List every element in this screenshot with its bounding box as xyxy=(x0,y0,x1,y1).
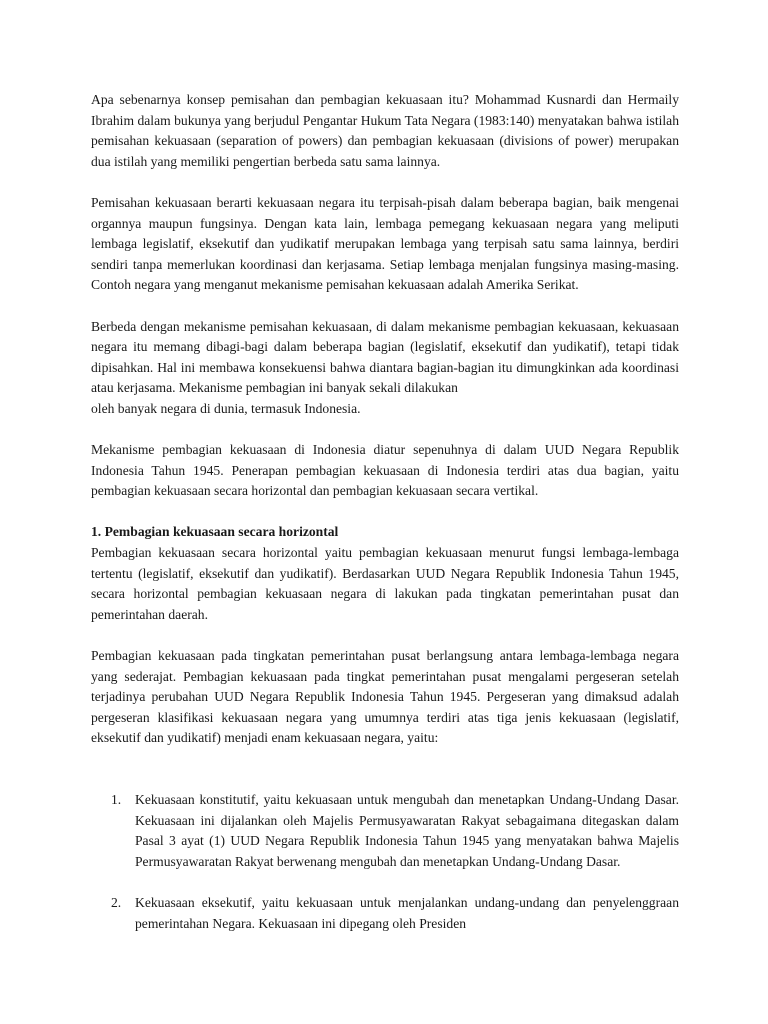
section-horizontal xyxy=(91,522,679,625)
list-item-number: 1. xyxy=(111,792,122,807)
list-item-text: Kekuasaan konstitutif, yaitu kekuasaan untuk mengubah dan menetapkan Undang-Undang Dasar. Kekuasaan ini dijalankan oleh Majelis Permusyawaratan Rakyat sebagaimana ditegaskan dalam Pasal 3 ayat (1) UUD Negara Republik Indonesia Tahun 1945 yang menyatakan bahwa Majelis Permusyawaratan Rakyat berwenang mengubah dan menetapkan Undang-Undang Dasar. xyxy=(135,792,679,869)
paragraph-4: Mekanisme pembagian kekuasaan di Indonesia diatur sepenuhnya di dalam UUD Negara Republik Indonesia Tahun 1945. Penerapan pembagian kekuasaan di Indonesia terdiri atas dua bagian, yaitu pembagian kekuasaan secara horizontal dan pembagian kekuasaan secara vertikal. xyxy=(91,442,679,499)
paragraph-3-main: Berbeda dengan mekanisme pemisahan kekuasaan, di dalam mekanisme pembagian kekuasaan, kekuasaan negara itu memang dibagi-bagi dalam beberapa bagian (legislatif, eksekutif dan yudikatif), tetapi tidak dipisahkan. Hal ini membawa konsekuensi bahwa diantara bagian-bagian itu dimungkinkan ada koordinasi atau kerjasama. Mekanisme pembagian ini banyak sekali dilakukan xyxy=(91,318,679,396)
paragraph-1: Apa sebenarnya konsep pemisahan dan pembagian kekuasaan itu? Mohammad Kusnardi dan Hermaily Ibrahim dalam bukunya yang berjudul Pengantar Hukum Tata Negara (1983:140) menyatakan bahwa istilah pemisahan kekuasaan (separation of powers) dan pembagian kekuasaan (divisions of power) merupakan dua istilah yang memiliki pengertian berbeda satu sama lainnya. xyxy=(91,92,679,169)
paragraph-2: Pemisahan kekuasaan berarti kekuasaan negara itu terpisah-pisah dalam beberapa bagian, baik mengenai organnya maupun fungsinya. Dengan kata lain, lembaga pemegang kekuasaan negara yang meliputi lembaga legislatif, eksekutif dan yudikatif merupakan lembaga yang terpisah satu sama lainnya, berdiri sendiri tanpa memerlukan koordinasi dan kerjasama. Setiap lembaga menjalan fungsinya masing-masing. Contoh negara yang menganut mekanisme pemisahan kekuasaan adalah Amerika Serikat. xyxy=(91,194,679,293)
list-item xyxy=(91,893,679,934)
document-page xyxy=(91,90,679,955)
section-paragraph-2: Pembagian kekuasaan pada tingkatan pemerintahan pusat berlangsung antara lembaga-lembaga negara yang sederajat. Pembagian kekuasaan pada tingkat pemerintahan pusat mengalami pergeseran setelah terjadinya perubahan UUD Negara Republik Indonesia Tahun 1945. Pergeseran yang dimaksud adalah pergeseran klasifikasi kekuasaan negara yang umumnya terdiri atas tiga jenis kekuasaan (legislatif, eksekutif dan yudikatif) menjadi enam kekuasaan negara, yaitu: xyxy=(91,648,679,746)
paragraph-3 xyxy=(91,317,679,420)
list-item-number: 2. xyxy=(111,894,122,910)
power-list xyxy=(91,790,679,934)
paragraph-3-tail: oleh banyak negara di dunia, termasuk Indonesia. xyxy=(91,400,361,416)
section-intro: Pembagian kekuasaan secara horizontal yaitu pembagian kekuasaan menurut fungsi lembaga-lembaga tertentu (legislatif, eksekutif dan yudikatif). Berdasarkan UUD Negara Republik Indonesia Tahun 1945, secara horizontal pembagian kekuasaan negara di lakukan pada tingkatan pemerintahan pusat dan pemerintahan daerah. xyxy=(91,545,679,622)
list-item-text: Kekuasaan eksekutif, yaitu kekuasaan untuk menjalankan undang-undang dan penyelenggraan pemerintahan Negara. Kekuasaan ini dipegang oleh Presiden xyxy=(135,894,679,931)
section-heading: 1. Pembagian kekuasaan secara horizontal xyxy=(91,524,339,540)
list-item xyxy=(91,790,679,872)
